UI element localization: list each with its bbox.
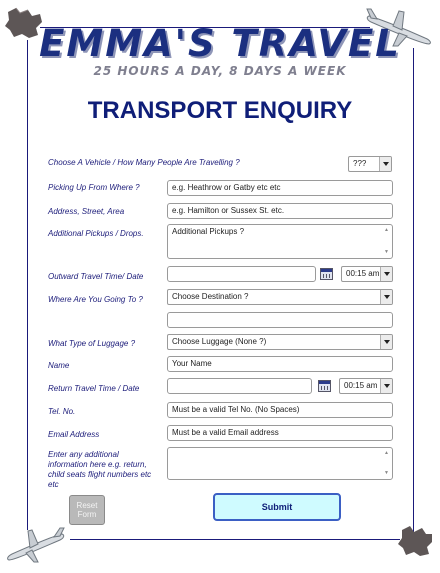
return-time-select[interactable] — [339, 378, 393, 394]
textarea-scrollbar[interactable]: ▲ ▼ — [384, 227, 389, 255]
vehicle-select[interactable] — [348, 156, 392, 172]
destination-select-value: Choose Destination ? — [172, 292, 249, 301]
luggage-select[interactable] — [167, 334, 393, 350]
email-label: Email Address — [48, 430, 100, 439]
chevron-down-icon[interactable] — [379, 157, 391, 171]
chevron-down-icon[interactable] — [380, 335, 392, 349]
address-label: Address, Street, Area — [48, 207, 125, 216]
address-input[interactable]: e.g. Hamilton or Sussex St. etc. — [167, 203, 393, 219]
destination-select[interactable] — [167, 289, 393, 305]
tel-input[interactable]: Must be a valid Tel No. (No Spaces) — [167, 402, 393, 418]
outward-travel-label: Outward Travel Time/ Date — [48, 272, 144, 281]
brand-tagline: 25 HOURS A DAY, 8 DAYS A WEEK — [93, 64, 347, 78]
extra-info-textarea[interactable] — [167, 447, 393, 480]
email-input[interactable]: Must be a valid Email address — [167, 425, 393, 441]
frame-border-bottom — [70, 539, 400, 540]
calendar-icon[interactable] — [320, 268, 333, 280]
vehicle-label: Choose A Vehicle / How Many People Are Travelling ? — [48, 158, 240, 167]
luggage-select-value: Choose Luggage (None ?) — [172, 337, 267, 346]
pickup-label: Picking Up From Where ? — [48, 183, 140, 192]
destination-label: Where Are You Going To ? — [48, 295, 143, 304]
vehicle-select-value: ??? — [353, 159, 367, 168]
tel-label: Tel. No. — [48, 407, 76, 416]
return-date-input[interactable] — [167, 378, 312, 394]
extra-info-label: Enter any additional information here e.g. return, child seats flight numbers etc etc — [48, 450, 152, 489]
return-travel-label: Return Travel Time / Date — [48, 384, 140, 393]
chevron-down-icon[interactable] — [380, 379, 392, 393]
additional-pickups-textarea[interactable] — [167, 224, 393, 259]
luggage-label: What Type of Luggage ? — [48, 339, 136, 348]
reset-form-button[interactable]: Reset Form — [69, 495, 105, 525]
name-input[interactable]: Your Name — [167, 356, 393, 372]
chevron-down-icon[interactable] — [380, 290, 392, 304]
textarea-scrollbar[interactable]: ▲ ▼ — [384, 450, 389, 476]
submit-button[interactable]: Submit — [213, 493, 341, 521]
chevron-down-icon[interactable] — [380, 267, 392, 281]
destination-extra-input[interactable] — [167, 312, 393, 328]
page-title: TRANSPORT ENQUIRY — [87, 97, 353, 124]
brand-title: EMMA'S TRAVEL — [39, 22, 401, 65]
additional-pickups-placeholder: Additional Pickups ? — [172, 227, 245, 236]
outward-time-select[interactable] — [341, 266, 393, 282]
pickup-input[interactable]: e.g. Heathrow or Gatby etc etc — [167, 180, 393, 196]
outward-time-value: 00:15 am — [346, 269, 380, 278]
map-icon — [394, 520, 436, 560]
additional-pickups-label: Additional Pickups / Drops. — [48, 229, 144, 238]
calendar-icon[interactable] — [318, 380, 331, 392]
return-time-value: 00:15 am — [344, 381, 378, 390]
outward-date-input[interactable] — [167, 266, 316, 282]
airplane-icon — [4, 524, 66, 564]
name-label: Name — [48, 361, 70, 370]
